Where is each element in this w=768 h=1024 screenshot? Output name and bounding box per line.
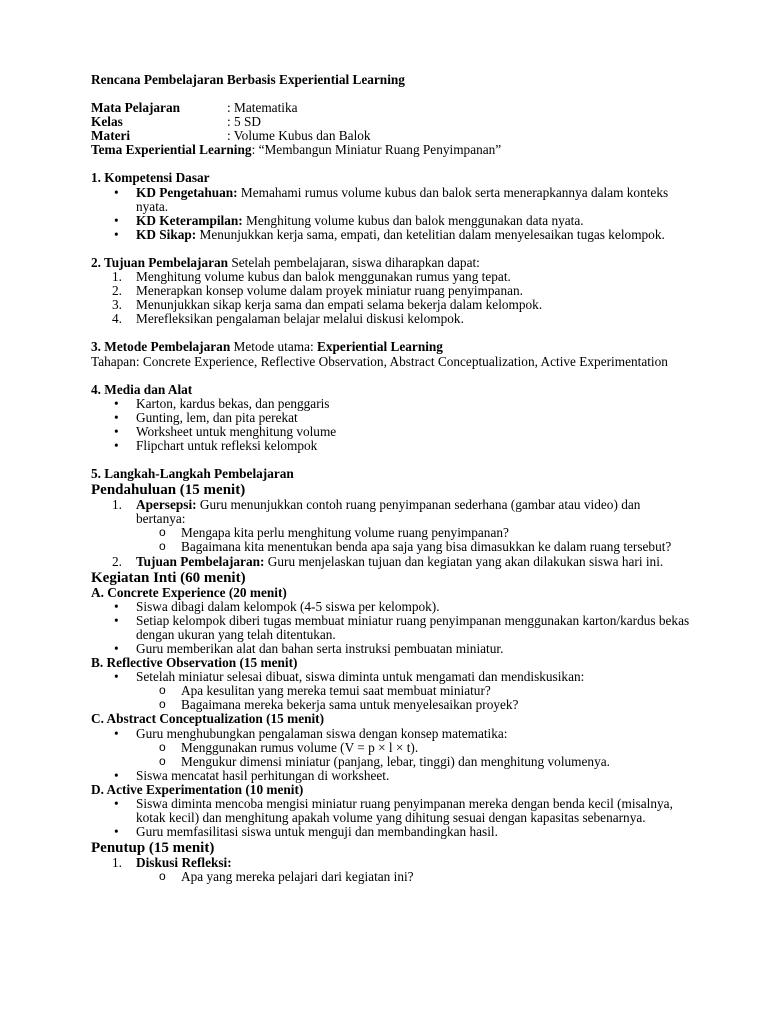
section-heading-kompetensi: 1. Kompetensi Dasar bbox=[91, 170, 210, 186]
list-item: • Guru memfasilitasi siswa untuk menguji dan membandingkan hasil. bbox=[91, 825, 691, 839]
list-item: • Siswa dibagi dalam kelompok (4-5 siswa per kelompok). bbox=[91, 600, 691, 614]
list-item: • Worksheet untuk menghitung volume bbox=[91, 425, 691, 439]
item-label: Diskusi Refleksi: bbox=[136, 855, 232, 871]
heading-text: 2. Tujuan Pembelajaran bbox=[91, 254, 229, 270]
list-item bbox=[91, 284, 691, 298]
heading-abstract-conceptualization: C. Abstract Conceptualization (15 menit) bbox=[91, 711, 325, 727]
heading-concrete-experience: A. Concrete Experience (20 menit) bbox=[91, 584, 287, 600]
item-text: Merefleksikan pengalaman belajar melalui diskusi kelompok. bbox=[136, 311, 464, 327]
list-item bbox=[91, 228, 691, 242]
penutup-list bbox=[91, 856, 691, 884]
sub-list-item: o Apa yang mereka pelajari dari kegiatan ini? bbox=[91, 870, 691, 884]
meta-key: Mata Pelajaran bbox=[91, 100, 180, 116]
pendahuluan-list bbox=[91, 498, 691, 568]
section-heading-media: 4. Media dan Alat bbox=[91, 381, 193, 397]
sub-list bbox=[91, 870, 691, 884]
list-item: • Gunting, lem, dan pita perekat bbox=[91, 411, 691, 425]
meta-value: : 5 SD bbox=[227, 114, 261, 130]
sub-list-item: o Menggunakan rumus volume (V = p × l × t). bbox=[91, 741, 691, 755]
heading-intro: Setelah pembelajaran, siswa diharapkan dapat: bbox=[228, 254, 480, 270]
item-label: Tujuan Pembelajaran: bbox=[136, 553, 265, 569]
section-heading-tujuan bbox=[91, 256, 691, 270]
reflective-observation-list bbox=[91, 670, 691, 712]
meta-row-tema bbox=[91, 143, 691, 157]
item-text: Memahami rumus volume kubus dan balok serta menerapkannya dalam konteks nyata. bbox=[136, 184, 669, 214]
list-item: • Siswa mencatat hasil perhitungan di worksheet. bbox=[91, 769, 691, 783]
list-item: • Karton, kardus bekas, dan penggaris bbox=[91, 397, 691, 411]
media-list bbox=[91, 397, 691, 453]
list-item bbox=[91, 298, 691, 312]
meta-key: Tema Experiential Learning bbox=[91, 142, 252, 158]
item-label: KD Sikap: bbox=[136, 226, 197, 242]
list-item bbox=[91, 670, 691, 712]
list-item: • Guru memberikan alat dan bahan serta instruksi pembuatan miniatur. bbox=[91, 642, 691, 656]
list-item: • Setiap kelompok diberi tugas membuat miniatur ruang penyimpanan menggunakan karton/kardus bekas dengan ukuran yang telah ditentukan. bbox=[91, 614, 691, 642]
list-item bbox=[91, 214, 691, 228]
sub-list bbox=[91, 526, 691, 554]
heading-reflective-observation: B. Reflective Observation (15 menit) bbox=[91, 655, 298, 671]
sub-list bbox=[91, 741, 691, 769]
tujuan-list bbox=[91, 270, 691, 326]
tahapan-text: Tahapan: Concrete Experience, Reflective Observation, Abstract Conceptualization, Active Experimentation bbox=[91, 353, 668, 369]
sub-list-item: o Mengukur dimensi miniatur (panjang, lebar, tinggi) dan menghitung volumenya. bbox=[91, 755, 691, 769]
document-title: Rencana Pembelajaran Berbasis Experiential Learning bbox=[91, 72, 405, 87]
sub-list-item: o Apa kesulitan yang mereka temui saat membuat miniatur? bbox=[91, 684, 691, 698]
section-heading-metode bbox=[91, 340, 691, 354]
item-number: 2. bbox=[112, 283, 122, 299]
document-page bbox=[91, 73, 691, 885]
list-item bbox=[91, 856, 691, 884]
item-text: Menunjukkan sikap kerja sama dan empati selama bekerja dalam kelompok. bbox=[136, 297, 543, 313]
heading-text: 3. Metode Pembelajaran bbox=[91, 339, 231, 355]
meta-value: : “Membangun Miniatur Ruang Penyimpanan” bbox=[251, 142, 502, 158]
sub-list-item: o Mengapa kita perlu menghitung volume ruang penyimpanan? bbox=[91, 526, 691, 540]
item-text: Menerapkan konsep volume dalam proyek miniatur ruang penyimpanan. bbox=[136, 283, 523, 299]
heading-intro: Metode utama: bbox=[230, 339, 317, 355]
item-number: 4. bbox=[112, 311, 122, 327]
item-number: 1. bbox=[112, 269, 122, 285]
meta-key: Materi bbox=[91, 128, 131, 144]
item-text: Menghitung volume kubus dan balok menggunakan data nyata. bbox=[242, 212, 584, 228]
item-text: Menunjukkan kerja sama, empati, dan ketelitian dalam menyelesaikan tugas kelompok. bbox=[196, 226, 665, 242]
heading-active-experimentation: D. Active Experimentation (10 menit) bbox=[91, 781, 304, 797]
meta-row-materi bbox=[91, 129, 691, 143]
list-item bbox=[91, 312, 691, 326]
item-number: 1. bbox=[112, 855, 122, 871]
active-experimentation-list bbox=[91, 797, 691, 839]
item-number: 3. bbox=[112, 297, 122, 313]
list-item bbox=[91, 186, 691, 214]
sub-list-item: o Bagaimana mereka bekerja sama untuk menyelesaikan proyek? bbox=[91, 698, 691, 712]
meta-row-mata-pelajaran bbox=[91, 101, 691, 115]
meta-value: : Matematika bbox=[227, 100, 298, 116]
meta-row-kelas bbox=[91, 115, 691, 129]
meta-key: Kelas bbox=[91, 114, 123, 130]
heading-kegiatan-inti: Kegiatan Inti (60 menit) bbox=[91, 569, 246, 586]
item-text: Setelah miniatur selesai dibuat, siswa diminta untuk mengamati dan mendiskusikan: bbox=[136, 669, 585, 685]
kompetensi-list bbox=[91, 186, 691, 242]
item-number: 1. bbox=[112, 497, 122, 513]
item-label: KD Keterampilan: bbox=[136, 212, 243, 228]
abstract-conceptualization-list bbox=[91, 727, 691, 783]
list-item: • Siswa diminta mencoba mengisi miniatur ruang penyimpanan mereka dengan benda kecil (misalnya, kotak kecil) dan menghitung apakah volume yang dihitung sesuai dengan kapasitas sebenarnya. bbox=[91, 797, 691, 825]
sub-list bbox=[91, 684, 691, 712]
item-text: Guru menjelaskan tujuan dan kegiatan yang akan dilakukan siswa hari ini. bbox=[264, 553, 664, 569]
list-item bbox=[91, 270, 691, 284]
item-text: Menghitung volume kubus dan balok menggunakan rumus yang tepat. bbox=[136, 269, 511, 285]
item-text: Guru menghubungkan pengalaman siswa dengan konsep matematika: bbox=[136, 725, 508, 741]
section-heading-langkah: 5. Langkah-Langkah Pembelajaran bbox=[91, 466, 294, 482]
meta-value: : Volume Kubus dan Balok bbox=[227, 128, 371, 144]
item-label: KD Pengetahuan: bbox=[136, 184, 238, 200]
sub-list-item: o Bagaimana kita menentukan benda apa saja yang bisa dimasukkan ke dalam ruang tersebut? bbox=[91, 540, 691, 554]
concrete-experience-list bbox=[91, 600, 691, 656]
item-text: Guru menunjukkan contoh ruang penyimpanan sederhana (gambar atau video) dan bertanya: bbox=[136, 497, 641, 527]
method-name: Experiential Learning bbox=[317, 339, 443, 355]
item-label: Apersepsi: bbox=[136, 497, 197, 513]
list-item bbox=[91, 498, 691, 554]
heading-pendahuluan: Pendahuluan (15 menit) bbox=[91, 482, 246, 499]
list-item bbox=[91, 727, 691, 769]
list-item bbox=[91, 555, 691, 569]
item-number: 2. bbox=[112, 553, 122, 569]
list-item: • Flipchart untuk refleksi kelompok bbox=[91, 439, 691, 453]
heading-penutup: Penutup (15 menit) bbox=[91, 840, 215, 857]
